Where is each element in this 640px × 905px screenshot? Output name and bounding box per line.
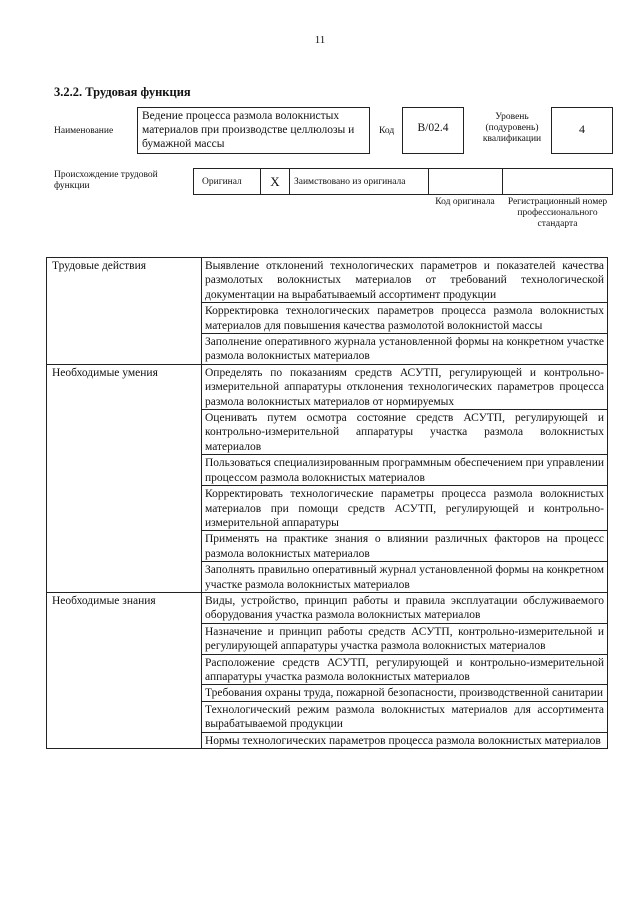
required-knowledge-item: Требования охраны труда, пожарной безопасности, производственной санитарии xyxy=(202,685,608,701)
level-box xyxy=(551,107,613,154)
reg-number-label: Регистрационный номер профессионального стандарта xyxy=(507,197,608,229)
required-knowledge-item: Назначение и принцип работы средств АСУТП, контрольно-измерительной и регулирующей аппаратуры участка размола волокнистых материалов xyxy=(202,623,608,654)
table-row xyxy=(47,592,608,623)
required-skills-item: Применять на практике знания о влиянии различных факторов на процесс размола волокнистых материалов xyxy=(202,531,608,562)
required-skills-item: Определять по показаниям средств АСУТП, регулирующей и контрольно-измерительной аппаратуры отклонения технологических параметров процесса размола волокнистых материалов от нормируемых xyxy=(202,364,608,409)
code-label: Код xyxy=(379,126,395,136)
code-value: B/02.4 xyxy=(417,122,449,134)
competency-table xyxy=(46,257,608,749)
origin-row xyxy=(193,168,613,195)
origin-label: Происхождение трудовой функции xyxy=(54,170,158,191)
function-name-box xyxy=(137,107,370,154)
original-mark: X xyxy=(270,173,280,189)
original-mark-cell xyxy=(261,169,290,194)
name-label: Наименование xyxy=(54,126,114,136)
required-knowledge-item: Нормы технологических параметров процесса размола волокнистых материалов xyxy=(202,732,608,748)
table-row xyxy=(47,364,608,409)
original-cell xyxy=(194,169,261,194)
labor-actions-item: Заполнение оперативного журнала установленной формы на конкретном участке размола волокнистых материалов xyxy=(202,334,608,365)
original-label: Оригинал xyxy=(202,176,242,187)
code-box xyxy=(402,107,464,154)
required-knowledge-item: Технологический режим размола волокнистых материалов для ассортимента вырабатываемой продукции xyxy=(202,701,608,732)
labor-actions-heading: Трудовые действия xyxy=(47,258,202,365)
level-label: Уровень (подуровень) квалификации xyxy=(482,112,542,144)
required-skills-item: Оценивать путем осмотра состояние средств АСУТП, регулирующей и контрольно-измерительной аппаратуры участка размола волокнистых материалов xyxy=(202,410,608,455)
function-name-value: Ведение процесса размола волокнистых материалов при производстве целлюлозы и бумажной массы xyxy=(142,110,355,150)
required-skills-item: Заполнять правильно оперативный журнал установленной формы на конкретном участке размола волокнистых материалов xyxy=(202,562,608,593)
page-number: 11 xyxy=(314,34,326,46)
required-skills-heading: Необходимые умения xyxy=(47,364,202,592)
table-row xyxy=(47,258,608,303)
section-title: 3.2.2. Трудовая функция xyxy=(54,85,191,99)
labor-actions-item: Выявление отклонений технологических параметров и показателей качества размолотых волокнистых материалов от требований технологической документации на вырабатываемый ассортимент продукции xyxy=(202,258,608,303)
required-knowledge-heading: Необходимые знания xyxy=(47,592,202,748)
required-skills-item: Пользоваться специализированным программным обеспечением при управлении процессом размола волокнистых материалов xyxy=(202,455,608,486)
required-knowledge-item: Виды, устройство, принцип работы и правила эксплуатации обслуживаемого оборудования участка размола волокнистых материалов xyxy=(202,592,608,623)
reg-number-cell xyxy=(503,169,612,194)
labor-actions-item: Корректировка технологических параметров процесса размола волокнистых материалов для повышения качества размолотой волокнистой массы xyxy=(202,303,608,334)
code-original-cell xyxy=(429,169,503,194)
level-value: 4 xyxy=(579,122,585,136)
borrowed-cell xyxy=(290,169,429,194)
borrowed-label: Заимствовано из оригинала xyxy=(294,176,406,187)
required-skills-item: Корректировать технологические параметры процесса размола волокнистых материалов при помощи средств АСУТП, регулирующей и контрольно-измерительной аппаратуры xyxy=(202,486,608,531)
required-knowledge-item: Расположение средств АСУТП, регулирующей и контрольно-измерительной аппаратуры участка размола волокнистых материалов xyxy=(202,654,608,685)
code-original-label: Код оригинала xyxy=(435,197,495,207)
